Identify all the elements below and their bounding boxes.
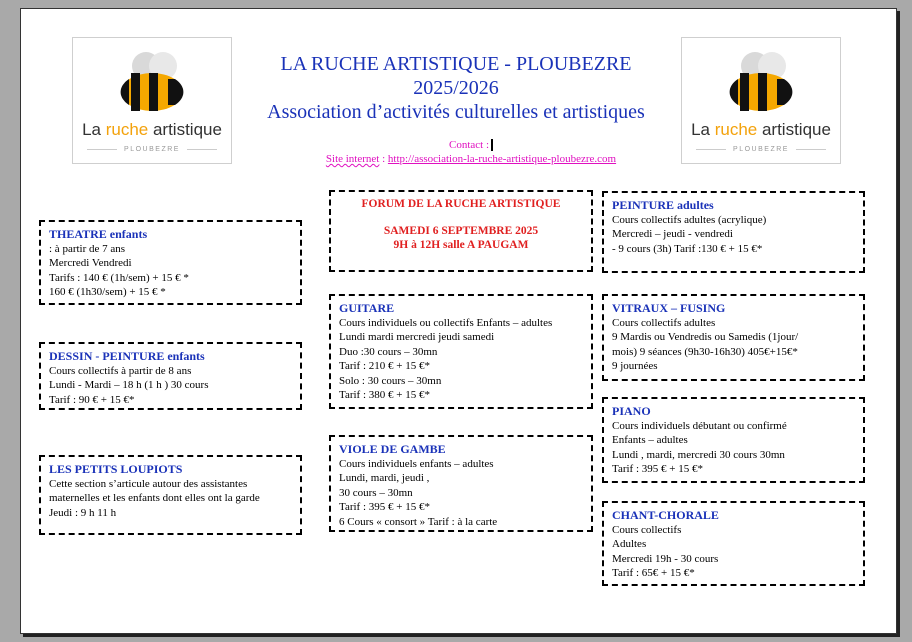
- box-line: Cours collectifs adultes (acrylique): [612, 213, 767, 226]
- contact-label: Contact :: [448, 139, 490, 151]
- box-vitraux: [602, 294, 865, 381]
- forum-date: SAMEDI 6 SEPTEMBRE 2025: [383, 224, 539, 237]
- logo-word3: artistique: [757, 120, 831, 139]
- box-line: Tarif : 65€ + 15 €*: [612, 567, 695, 579]
- forum-title: FORUM DE LA RUCHE ARTISTIQUE: [361, 198, 561, 210]
- box-line: Cours individuels enfants – adultes: [339, 457, 494, 470]
- box-line: 6 Cours « consort » Tarif : à la carte: [339, 515, 498, 528]
- box-line: Lundi mardi mercredi jeudi samedi: [339, 331, 495, 343]
- logo-word1: La: [82, 120, 106, 139]
- box-line: Cette section s’articule autour des assistantes: [49, 477, 248, 490]
- box-title: GUITARE: [339, 301, 395, 315]
- box-title: DESSIN - PEINTURE enfants: [49, 349, 205, 363]
- box-line: 30 cours – 30mn: [339, 486, 413, 499]
- logo-subtitle: PLOUBEZRE: [124, 146, 180, 153]
- box-line: 9 journées: [612, 360, 658, 372]
- document-page: [20, 8, 897, 634]
- spacer: [339, 212, 583, 224]
- box-line: mois) 9 séances (9h30-16h30) 405€+15€*: [612, 345, 798, 358]
- box-line: Enfants – adultes: [612, 434, 688, 446]
- box-line: Tarif : 380 € + 15 €*: [339, 389, 430, 401]
- box-title: CHANT-CHORALE: [612, 508, 719, 522]
- box-viole: [329, 435, 593, 532]
- box-line: Lundi , mardi, mercredi 30 cours 30mn: [612, 448, 785, 461]
- logo-wordmark: [682, 120, 840, 140]
- site-label: Site internet: [325, 153, 380, 165]
- box-line: 9 Mardis ou Vendredis ou Samedis (1jour/: [612, 331, 799, 343]
- box-line: Tarifs : 140 € (1h/sem) + 15 € *: [49, 271, 189, 284]
- box-title: THEATRE enfants: [49, 227, 148, 241]
- box-line: : à partir de 7 ans: [49, 242, 126, 255]
- box-line: Tarif : 395 € + 15 €*: [612, 463, 703, 475]
- box-line: Tarif : 395 € + 15 €*: [339, 501, 430, 513]
- box-forum: [329, 190, 593, 272]
- bee-icon: [722, 46, 800, 118]
- box-line: Adultes: [612, 538, 647, 550]
- box-title: VIOLE DE GAMBE: [339, 442, 446, 456]
- box-line: Mercredi Vendredi: [49, 257, 132, 269]
- box-line: Cours collectifs à partir de 8 ans: [49, 364, 192, 377]
- header-title: LA RUCHE ARTISTIQUE - PLOUBEZRE: [280, 53, 632, 75]
- box-dessin: [39, 342, 302, 410]
- header-year: 2025/2026: [413, 77, 499, 99]
- box-loupiots: [39, 455, 302, 535]
- site-link[interactable]: http://association-la-ruche-artistique-ploubezre.com: [387, 153, 617, 165]
- logo-wordmark: [73, 120, 231, 140]
- box-line: Cours collectifs adultes: [612, 316, 716, 329]
- box-guitare: [329, 294, 593, 409]
- bee-icon: [113, 46, 191, 118]
- box-line: Cours individuels débutant ou confirmé: [612, 419, 787, 432]
- text-cursor: [491, 139, 493, 151]
- box-piano: [602, 397, 865, 483]
- box-line: Cours collectifs: [612, 523, 682, 536]
- box-line: Cours individuels ou collectifs Enfants – adultes: [339, 316, 553, 329]
- box-line: 160 € (1h30/sem) + 15 € *: [49, 286, 166, 298]
- box-title: PIANO: [612, 404, 651, 418]
- logo-subtitle: PLOUBEZRE: [733, 146, 789, 153]
- logo-right: [681, 37, 841, 164]
- logo-word2: ruche: [714, 120, 758, 139]
- box-line: Lundi, mardi, jeudi ,: [339, 472, 430, 484]
- contact-line: [321, 139, 621, 151]
- box-theatre: [39, 220, 302, 305]
- box-title: LES PETITS LOUPIOTS: [49, 462, 183, 476]
- box-line: Jeudi : 9 h 11 h: [49, 506, 117, 519]
- box-chant: [602, 501, 865, 586]
- logo-word2: ruche: [105, 120, 149, 139]
- box-line: Solo : 30 cours – 30mn: [339, 374, 442, 387]
- box-line: - 9 cours (3h) Tarif :130 € + 15 €*: [612, 242, 763, 255]
- box-title: PEINTURE adultes: [612, 198, 714, 212]
- forum-time: 9H à 12H salle A PAUGAM: [393, 239, 529, 251]
- box-line: Mercredi 19h - 30 cours: [612, 552, 719, 565]
- header-subtitle: Association d’activités culturelles et artistiques: [267, 101, 645, 123]
- box-line: Tarif : 90 € + 15 €*: [49, 393, 135, 406]
- box-line: Lundi - Mardi – 18 h (1 h ) 30 cours: [49, 379, 209, 391]
- box-title: VITRAUX – FUSING: [612, 301, 726, 315]
- site-separator: :: [379, 153, 388, 165]
- box-line: Tarif : 210 € + 15 €*: [339, 360, 430, 372]
- box-line: maternelles et les enfants dont elles ont la garde: [49, 492, 260, 504]
- logo-left: [72, 37, 232, 164]
- logo-word1: La: [691, 120, 715, 139]
- logo-word3: artistique: [148, 120, 222, 139]
- box-line: Mercredi – jeudi - vendredi: [612, 228, 733, 240]
- site-line: [191, 153, 751, 165]
- box-peinture: [602, 191, 865, 273]
- box-line: Duo :30 cours – 30mn: [339, 345, 438, 358]
